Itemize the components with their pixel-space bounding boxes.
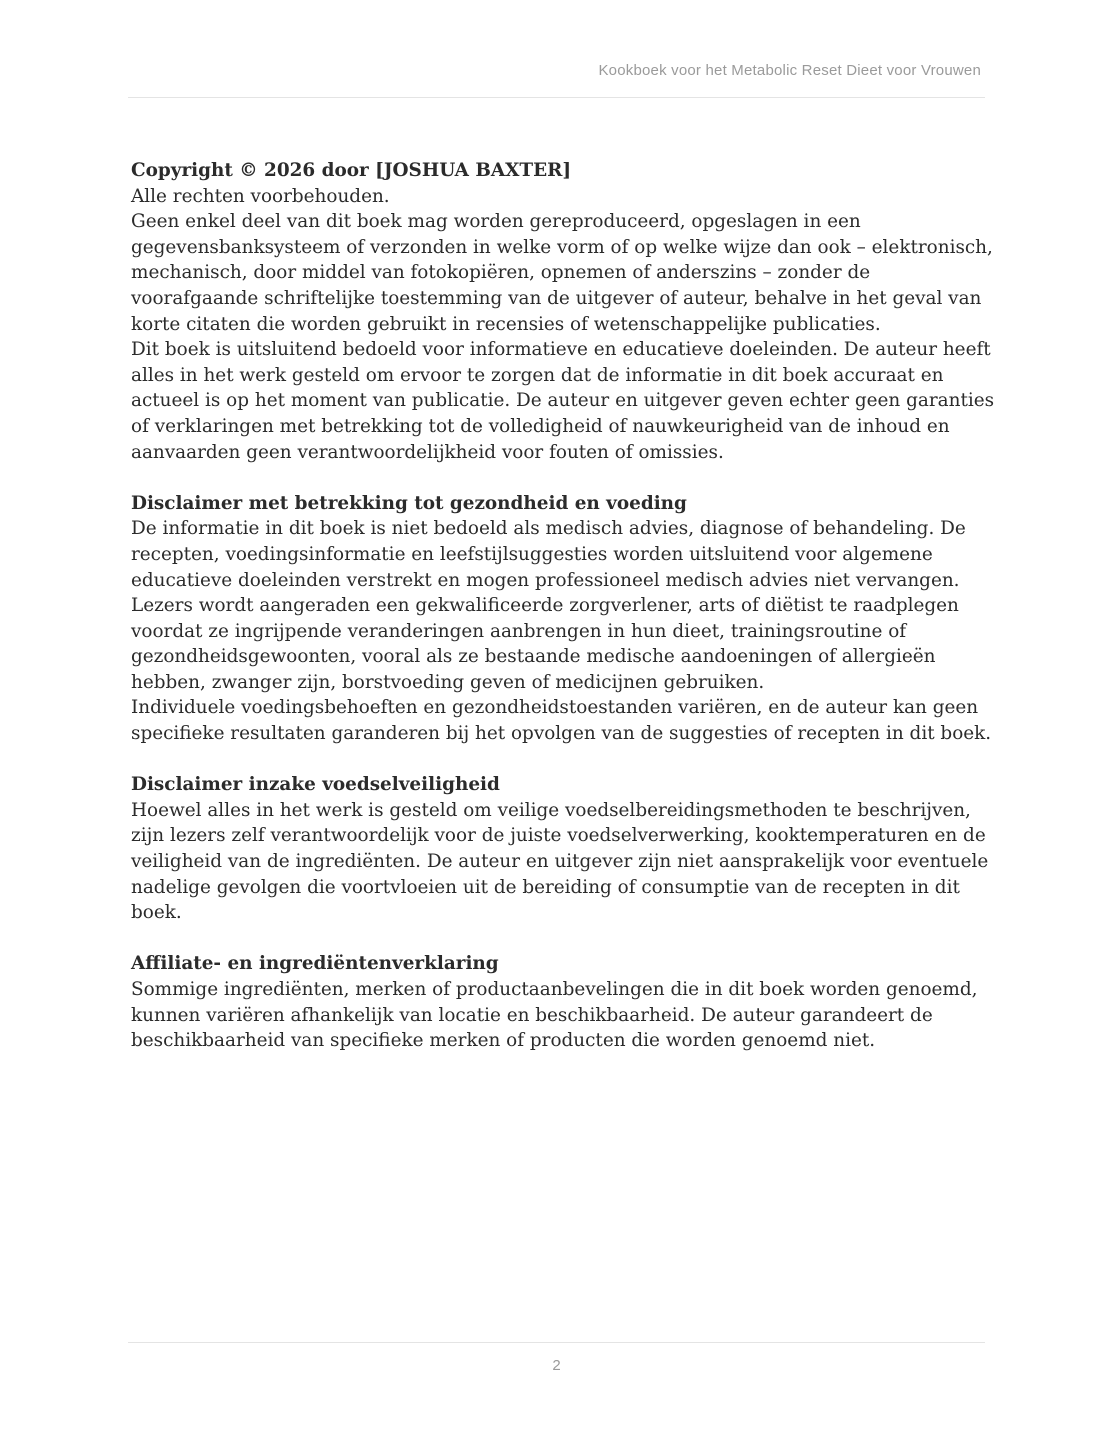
footer-divider: [128, 1342, 985, 1343]
food-safety-heading: Disclaimer inzake voedselveiligheid: [131, 774, 500, 796]
affiliate-heading: Affiliate- en ingrediëntenverklaring: [131, 953, 499, 975]
food-safety-paragraph: Hoewel alles in het werk is gesteld om veilige voedselbereidingsmethoden te beschrijven, zijn lezers zelf verantwoordelijk voor de juiste voedselverwerking, kooktemperaturen en de veiligheid van de ingrediënten. De auteur en uitgever zijn niet aansprakelijk voor eventuele nadelige gevolgen die voortvloeien uit de bereiding of consumptie van de recepten in dit boek.: [131, 799, 989, 924]
affiliate-paragraph: Sommige ingrediënten, merken of productaanbevelingen die in dit boek worden genoemd, kunnen variëren afhankelijk van locatie en beschikbaarheid. De auteur garandeert de beschikbaarheid van specifieke merken of producten die worden genoemd niet.: [131, 979, 978, 1052]
rights-reserved: Alle rechten voorbehouden.: [131, 185, 390, 207]
health-disclaimer-paragraph: De informatie in dit boek is niet bedoeld als medisch advies, diagnose of behandeling. De recepten, voedingsinformatie en leefstijlsuggesties worden uitsluitend voor algemene educatieve doeleinden verstrekt en mogen professioneel medisch advies niet vervangen. Lezers wordt aangeraden een gekwalificeerde zorgverlener, arts of diëtist te raadplegen voordat ze ingrijpende veranderingen aanbrengen in hun dieet, trainingsroutine of gezondheidsgewoonten, vooral als ze bestaande medische aandoeningen of allergieën hebben, zwanger zijn, borstvoeding geven of medicijnen gebruiken.: [131, 518, 966, 693]
page-number: 2: [552, 1357, 561, 1374]
affiliate-section: [131, 951, 1001, 1053]
food-safety-section: [131, 772, 1001, 926]
section-spacer: [131, 465, 1001, 491]
section-spacer: [131, 747, 1001, 773]
health-disclaimer-heading: Disclaimer met betrekking tot gezondheid en voeding: [131, 492, 687, 514]
purpose-paragraph: Dit boek is uitsluitend bedoeld voor informatieve en educatieve doeleinden. De auteur heeft alles in het werk gesteld om ervoor te zorgen dat de informatie in dit boek accuraat en actueel is op het moment van publicatie. De auteur en uitgever geven echter geen garanties of verklaringen met betrekking tot de volledigheid of nauwkeurigheid van de inhoud en aanvaarden geen verantwoordelijkheid voor fouten of omissies.: [131, 339, 995, 463]
header-divider: [128, 97, 985, 98]
health-disclaimer-section: [131, 491, 1001, 747]
individual-needs-paragraph: Individuele voedingsbehoeften en gezondheidstoestanden variëren, en de auteur kan geen specifieke resultaten garanderen bij het opvolgen van de suggesties of recepten in dit boek.: [131, 697, 992, 745]
copyright-section: [131, 158, 1001, 465]
copyright-heading: Copyright © 2026 door [JOSHUA BAXTER]: [131, 160, 572, 181]
copyright-paragraph: Geen enkel deel van dit boek mag worden gereproduceerd, opgeslagen in een gegevensbanksysteem of verzonden in welke vorm of op welke wijze dan ook – elektronisch, mechanisch, door middel van fotokopiëren, opnemen of anderszins – zonder de voorafgaande schriftelijke toestemming van de uitgever of auteur, behalve in het geval van korte citaten die worden gebruikt in recensies of wetenschappelijke publicaties.: [131, 211, 993, 335]
section-spacer: [131, 926, 1001, 952]
page-body: [131, 158, 1001, 1054]
running-header-title: Kookboek voor het Metabolic Reset Dieet voor Vrouwen: [598, 62, 981, 79]
